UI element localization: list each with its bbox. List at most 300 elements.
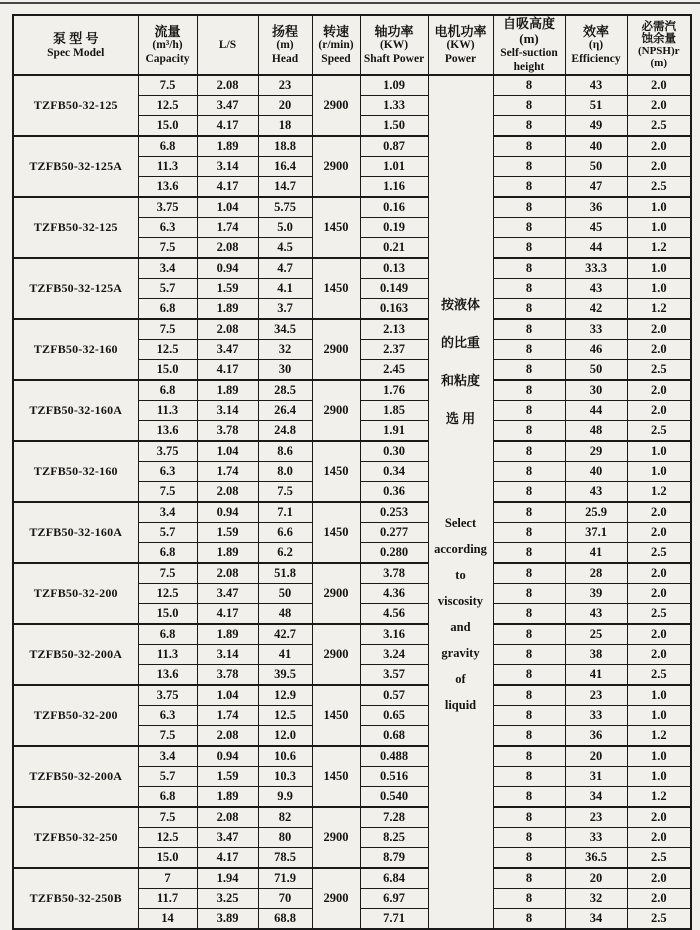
power-note-cell <box>428 75 493 929</box>
shaft-power-cell: 3.24 <box>360 645 428 665</box>
model-cell: TZFB50-32-200A <box>13 746 138 807</box>
efficiency-cell: 28 <box>565 563 627 584</box>
shaft-power-cell: 0.163 <box>360 299 428 320</box>
efficiency-cell: 48 <box>565 421 627 442</box>
capacity-cell: 3.4 <box>138 258 197 279</box>
efficiency-cell: 42 <box>565 299 627 320</box>
capacity-cell: 7.5 <box>138 807 197 828</box>
head-cell: 68.8 <box>258 909 312 930</box>
efficiency-cell: 49 <box>565 116 627 137</box>
ls-cell: 2.08 <box>197 807 258 828</box>
head-cell: 51.8 <box>258 563 312 584</box>
ls-cell: 2.08 <box>197 75 258 96</box>
capacity-cell: 3.4 <box>138 502 197 523</box>
shaft-power-cell: 1.09 <box>360 75 428 96</box>
npsh-cell: 1.0 <box>627 258 691 279</box>
npsh-cell: 2.0 <box>627 807 691 828</box>
speed-cell: 2900 <box>312 380 360 441</box>
ls-cell: 3.47 <box>197 340 258 360</box>
head-cell: 12.5 <box>258 706 312 726</box>
ls-cell: 2.08 <box>197 726 258 747</box>
head-cell: 42.7 <box>258 624 312 645</box>
model-cell: TZFB50-32-250 <box>13 807 138 868</box>
capacity-cell: 15.0 <box>138 116 197 137</box>
capacity-cell: 6.8 <box>138 787 197 808</box>
shaft-power-cell: 1.16 <box>360 177 428 198</box>
capacity-cell: 11.3 <box>138 645 197 665</box>
col-header-head <box>258 15 312 75</box>
self-suction-cell: 8 <box>493 787 565 808</box>
shaft-power-cell: 0.16 <box>360 197 428 218</box>
self-suction-cell: 8 <box>493 868 565 889</box>
model-cell: TZFB50-32-125 <box>13 197 138 258</box>
capacity-cell: 13.6 <box>138 177 197 198</box>
ls-cell: 3.47 <box>197 584 258 604</box>
npsh-cell: 1.0 <box>627 441 691 462</box>
head-cell: 50 <box>258 584 312 604</box>
efficiency-cell: 43 <box>565 279 627 299</box>
header-npsh-en: (NPSH)r <box>637 45 680 57</box>
header-self-suction-en: Self-suction <box>500 47 558 59</box>
ls-cell: 0.94 <box>197 502 258 523</box>
shaft-power-cell: 0.19 <box>360 218 428 238</box>
npsh-cell: 2.0 <box>627 401 691 421</box>
power-note-cn-line: 的比重 <box>440 335 480 350</box>
header-speed-cn: 转速 <box>322 24 349 39</box>
npsh-cell: 2.0 <box>627 75 691 96</box>
col-header-ls <box>197 15 258 75</box>
head-cell: 6.6 <box>258 523 312 543</box>
self-suction-cell: 8 <box>493 767 565 787</box>
head-cell: 9.9 <box>258 787 312 808</box>
capacity-cell: 13.6 <box>138 665 197 686</box>
header-speed-en: Speed <box>321 53 351 65</box>
ls-cell: 1.89 <box>197 299 258 320</box>
npsh-cell: 2.0 <box>627 889 691 909</box>
ls-cell: 1.04 <box>197 441 258 462</box>
header-npsh-unit: (m) <box>650 57 667 69</box>
capacity-cell: 12.5 <box>138 584 197 604</box>
head-cell: 10.6 <box>258 746 312 767</box>
self-suction-cell: 8 <box>493 543 565 564</box>
power-note-en-line: gravity <box>441 646 480 660</box>
header-efficiency-symbol: (η) <box>588 39 604 51</box>
head-cell: 10.3 <box>258 767 312 787</box>
npsh-cell: 2.0 <box>627 340 691 360</box>
ls-cell: 3.78 <box>197 665 258 686</box>
npsh-cell: 1.0 <box>627 767 691 787</box>
model-cell: TZFB50-32-160A <box>13 502 138 563</box>
power-note-en-line: viscosity <box>437 594 484 608</box>
npsh-cell: 2.0 <box>627 319 691 340</box>
shaft-power-cell: 1.50 <box>360 116 428 137</box>
table-body <box>13 75 691 929</box>
power-note-gap <box>430 438 492 510</box>
speed-cell: 1450 <box>312 258 360 319</box>
npsh-cell: 1.0 <box>627 462 691 482</box>
speed-cell: 2900 <box>312 319 360 380</box>
table-row <box>13 746 691 767</box>
npsh-cell: 1.0 <box>627 746 691 767</box>
efficiency-cell: 23 <box>565 685 627 706</box>
efficiency-cell: 20 <box>565 746 627 767</box>
shaft-power-cell: 4.36 <box>360 584 428 604</box>
header-head-cn: 扬程 <box>271 24 298 39</box>
ls-cell: 3.47 <box>197 828 258 848</box>
head-cell: 8.0 <box>258 462 312 482</box>
npsh-cell: 2.0 <box>627 157 691 177</box>
header-head-en: Head <box>271 53 299 65</box>
ls-cell: 1.74 <box>197 218 258 238</box>
self-suction-cell: 8 <box>493 319 565 340</box>
ls-cell: 2.08 <box>197 238 258 259</box>
shaft-power-cell: 0.68 <box>360 726 428 747</box>
model-cell: TZFB50-32-250B <box>13 868 138 929</box>
header-capacity-cn: 流量 <box>154 24 181 39</box>
col-header-efficiency <box>565 15 627 75</box>
efficiency-cell: 45 <box>565 218 627 238</box>
self-suction-cell: 8 <box>493 96 565 116</box>
shaft-power-cell: 0.149 <box>360 279 428 299</box>
self-suction-cell: 8 <box>493 279 565 299</box>
efficiency-cell: 37.1 <box>565 523 627 543</box>
shaft-power-cell: 1.33 <box>360 96 428 116</box>
self-suction-cell: 8 <box>493 848 565 869</box>
model-cell: TZFB50-32-125A <box>13 136 138 197</box>
capacity-cell: 7.5 <box>138 726 197 747</box>
ls-cell: 3.14 <box>197 401 258 421</box>
header-efficiency-cn: 效率 <box>582 24 609 39</box>
npsh-cell: 2.5 <box>627 360 691 381</box>
self-suction-cell: 8 <box>493 828 565 848</box>
self-suction-cell: 8 <box>493 218 565 238</box>
head-cell: 5.75 <box>258 197 312 218</box>
speed-cell: 2900 <box>312 563 360 624</box>
head-cell: 20 <box>258 96 312 116</box>
self-suction-cell: 8 <box>493 177 565 198</box>
npsh-cell: 2.5 <box>627 848 691 869</box>
ls-cell: 4.17 <box>197 848 258 869</box>
capacity-cell: 12.5 <box>138 340 197 360</box>
efficiency-cell: 43 <box>565 482 627 503</box>
npsh-cell: 2.0 <box>627 563 691 584</box>
power-note-en-line: according <box>434 542 487 556</box>
shaft-power-cell: 0.36 <box>360 482 428 503</box>
head-cell: 30 <box>258 360 312 381</box>
shaft-power-cell: 2.13 <box>360 319 428 340</box>
npsh-cell: 1.0 <box>627 279 691 299</box>
speed-cell: 2900 <box>312 624 360 685</box>
efficiency-cell: 33 <box>565 706 627 726</box>
header-self-suction-en2: height <box>513 61 545 73</box>
ls-cell: 1.89 <box>197 380 258 401</box>
npsh-cell: 2.5 <box>627 421 691 442</box>
self-suction-cell: 8 <box>493 726 565 747</box>
efficiency-cell: 38 <box>565 645 627 665</box>
head-cell: 39.5 <box>258 665 312 686</box>
capacity-cell: 7 <box>138 868 197 889</box>
self-suction-cell: 8 <box>493 136 565 157</box>
shaft-power-cell: 1.91 <box>360 421 428 442</box>
npsh-cell: 1.2 <box>627 787 691 808</box>
self-suction-cell: 8 <box>493 706 565 726</box>
self-suction-cell: 8 <box>493 482 565 503</box>
efficiency-cell: 43 <box>565 604 627 625</box>
self-suction-cell: 8 <box>493 746 565 767</box>
model-cell: TZFB50-32-160A <box>13 380 138 441</box>
ls-cell: 1.59 <box>197 523 258 543</box>
npsh-cell: 2.0 <box>627 502 691 523</box>
ls-cell: 1.04 <box>197 197 258 218</box>
header-shaft-power-unit: (KW) <box>379 39 409 51</box>
npsh-cell: 2.5 <box>627 604 691 625</box>
self-suction-cell: 8 <box>493 258 565 279</box>
npsh-cell: 2.5 <box>627 909 691 930</box>
npsh-cell: 2.0 <box>627 96 691 116</box>
head-cell: 26.4 <box>258 401 312 421</box>
self-suction-cell: 8 <box>493 421 565 442</box>
self-suction-cell: 8 <box>493 197 565 218</box>
shaft-power-cell: 1.85 <box>360 401 428 421</box>
header-power-cn: 电机功率 <box>434 24 487 39</box>
shaft-power-cell: 6.97 <box>360 889 428 909</box>
efficiency-cell: 51 <box>565 96 627 116</box>
efficiency-cell: 44 <box>565 238 627 259</box>
npsh-cell: 1.2 <box>627 482 691 503</box>
self-suction-cell: 8 <box>493 462 565 482</box>
ls-cell: 0.94 <box>197 258 258 279</box>
shaft-power-cell: 0.280 <box>360 543 428 564</box>
table-row <box>13 380 691 401</box>
npsh-cell: 1.0 <box>627 706 691 726</box>
shaft-power-cell: 0.13 <box>360 258 428 279</box>
ls-cell: 1.04 <box>197 685 258 706</box>
table-row <box>13 502 691 523</box>
ls-cell: 1.74 <box>197 462 258 482</box>
self-suction-cell: 8 <box>493 157 565 177</box>
ls-cell: 3.14 <box>197 645 258 665</box>
table-row <box>13 75 691 96</box>
self-suction-cell: 8 <box>493 604 565 625</box>
self-suction-cell: 8 <box>493 645 565 665</box>
header-efficiency-en: Efficiency <box>571 53 621 65</box>
capacity-cell: 11.7 <box>138 889 197 909</box>
head-cell: 4.1 <box>258 279 312 299</box>
capacity-cell: 7.5 <box>138 319 197 340</box>
power-note-en-line: of <box>455 672 466 686</box>
ls-cell: 1.59 <box>197 767 258 787</box>
capacity-cell: 3.75 <box>138 441 197 462</box>
capacity-cell: 13.6 <box>138 421 197 442</box>
capacity-cell: 6.8 <box>138 624 197 645</box>
ls-cell: 2.08 <box>197 319 258 340</box>
head-cell: 8.6 <box>258 441 312 462</box>
ls-cell: 4.17 <box>197 604 258 625</box>
npsh-cell: 2.0 <box>627 624 691 645</box>
head-cell: 70 <box>258 889 312 909</box>
head-cell: 6.2 <box>258 543 312 564</box>
capacity-cell: 6.8 <box>138 380 197 401</box>
speed-cell: 2900 <box>312 807 360 868</box>
npsh-cell: 2.0 <box>627 584 691 604</box>
power-note-cn-line: 和粘度 <box>440 373 480 388</box>
header-model-en: Spec Model <box>47 46 105 59</box>
head-cell: 3.7 <box>258 299 312 320</box>
table-row <box>13 258 691 279</box>
head-cell: 7.1 <box>258 502 312 523</box>
efficiency-cell: 39 <box>565 584 627 604</box>
head-cell: 28.5 <box>258 380 312 401</box>
model-cell: TZFB50-32-160 <box>13 441 138 502</box>
head-cell: 14.7 <box>258 177 312 198</box>
ls-cell: 1.74 <box>197 706 258 726</box>
head-cell: 23 <box>258 75 312 96</box>
efficiency-cell: 41 <box>565 543 627 564</box>
self-suction-cell: 8 <box>493 685 565 706</box>
head-cell: 82 <box>258 807 312 828</box>
pump-spec-table <box>12 14 692 930</box>
shaft-power-cell: 8.25 <box>360 828 428 848</box>
self-suction-cell: 8 <box>493 340 565 360</box>
efficiency-cell: 33 <box>565 828 627 848</box>
shaft-power-cell: 6.84 <box>360 868 428 889</box>
table-row <box>13 807 691 828</box>
speed-cell: 1450 <box>312 441 360 502</box>
head-cell: 5.0 <box>258 218 312 238</box>
efficiency-cell: 36 <box>565 197 627 218</box>
capacity-cell: 6.8 <box>138 299 197 320</box>
header-shaft-power-cn: 轴功率 <box>374 24 414 39</box>
power-note-en-line: liquid <box>444 698 477 712</box>
capacity-cell: 3.75 <box>138 197 197 218</box>
head-cell: 12.0 <box>258 726 312 747</box>
efficiency-cell: 33 <box>565 319 627 340</box>
model-cell: TZFB50-32-200 <box>13 685 138 746</box>
ls-cell: 1.89 <box>197 543 258 564</box>
ls-cell: 3.47 <box>197 96 258 116</box>
header-head-unit: (m) <box>276 39 294 51</box>
shaft-power-cell: 1.76 <box>360 380 428 401</box>
model-cell: TZFB50-32-125 <box>13 75 138 136</box>
head-cell: 78.5 <box>258 848 312 869</box>
head-cell: 32 <box>258 340 312 360</box>
col-header-speed <box>312 15 360 75</box>
power-note-en-line: to <box>455 568 466 582</box>
shaft-power-cell: 0.87 <box>360 136 428 157</box>
self-suction-cell: 8 <box>493 807 565 828</box>
speed-cell: 2900 <box>312 75 360 136</box>
ls-cell: 4.17 <box>197 360 258 381</box>
header-ls-label: L/S <box>218 39 237 51</box>
col-header-shaft-power <box>360 15 428 75</box>
head-cell: 7.5 <box>258 482 312 503</box>
col-header-self-suction <box>493 15 565 75</box>
table-row <box>13 685 691 706</box>
shaft-power-cell: 0.277 <box>360 523 428 543</box>
capacity-cell: 7.5 <box>138 238 197 259</box>
shaft-power-cell: 0.34 <box>360 462 428 482</box>
shaft-power-cell: 2.45 <box>360 360 428 381</box>
shaft-power-cell: 1.01 <box>360 157 428 177</box>
efficiency-cell: 30 <box>565 380 627 401</box>
speed-cell: 1450 <box>312 502 360 563</box>
ls-cell: 1.94 <box>197 868 258 889</box>
capacity-cell: 5.7 <box>138 279 197 299</box>
shaft-power-cell: 4.56 <box>360 604 428 625</box>
efficiency-cell: 33.3 <box>565 258 627 279</box>
shaft-power-cell: 0.21 <box>360 238 428 259</box>
table-row <box>13 136 691 157</box>
self-suction-cell: 8 <box>493 889 565 909</box>
capacity-cell: 3.75 <box>138 685 197 706</box>
header-power-unit: (KW) <box>446 39 475 51</box>
efficiency-cell: 50 <box>565 157 627 177</box>
model-cell: TZFB50-32-200 <box>13 563 138 624</box>
shaft-power-cell: 0.57 <box>360 685 428 706</box>
table-row <box>13 624 691 645</box>
self-suction-cell: 8 <box>493 584 565 604</box>
head-cell: 4.5 <box>258 238 312 259</box>
table-row <box>13 868 691 889</box>
ls-cell: 3.78 <box>197 421 258 442</box>
ls-cell: 4.17 <box>197 177 258 198</box>
efficiency-cell: 47 <box>565 177 627 198</box>
self-suction-cell: 8 <box>493 441 565 462</box>
efficiency-cell: 34 <box>565 909 627 930</box>
npsh-cell: 2.5 <box>627 116 691 137</box>
model-cell: TZFB50-32-160 <box>13 319 138 380</box>
top-rule <box>0 2 700 4</box>
table-row <box>13 563 691 584</box>
ls-cell: 1.89 <box>197 787 258 808</box>
head-cell: 80 <box>258 828 312 848</box>
capacity-cell: 7.5 <box>138 75 197 96</box>
self-suction-cell: 8 <box>493 523 565 543</box>
head-cell: 18.8 <box>258 136 312 157</box>
self-suction-cell: 8 <box>493 563 565 584</box>
capacity-cell: 3.4 <box>138 746 197 767</box>
speed-cell: 2900 <box>312 136 360 197</box>
capacity-cell: 12.5 <box>138 828 197 848</box>
efficiency-cell: 25 <box>565 624 627 645</box>
capacity-cell: 7.5 <box>138 563 197 584</box>
shaft-power-cell: 0.30 <box>360 441 428 462</box>
capacity-cell: 15.0 <box>138 604 197 625</box>
efficiency-cell: 34 <box>565 787 627 808</box>
capacity-cell: 14 <box>138 909 197 930</box>
capacity-cell: 11.3 <box>138 401 197 421</box>
ls-cell: 1.59 <box>197 279 258 299</box>
head-cell: 41 <box>258 645 312 665</box>
npsh-cell: 1.0 <box>627 218 691 238</box>
npsh-cell: 2.5 <box>627 543 691 564</box>
npsh-cell: 2.5 <box>627 665 691 686</box>
efficiency-cell: 32 <box>565 889 627 909</box>
col-header-model <box>13 15 138 75</box>
head-cell: 4.7 <box>258 258 312 279</box>
capacity-cell: 6.3 <box>138 462 197 482</box>
npsh-cell: 2.5 <box>627 177 691 198</box>
ls-cell: 1.89 <box>197 624 258 645</box>
self-suction-cell: 8 <box>493 360 565 381</box>
shaft-power-cell: 7.71 <box>360 909 428 930</box>
model-cell: TZFB50-32-200A <box>13 624 138 685</box>
efficiency-cell: 43 <box>565 75 627 96</box>
shaft-power-cell: 3.78 <box>360 563 428 584</box>
capacity-cell: 6.3 <box>138 218 197 238</box>
self-suction-cell: 8 <box>493 401 565 421</box>
efficiency-cell: 23 <box>565 807 627 828</box>
